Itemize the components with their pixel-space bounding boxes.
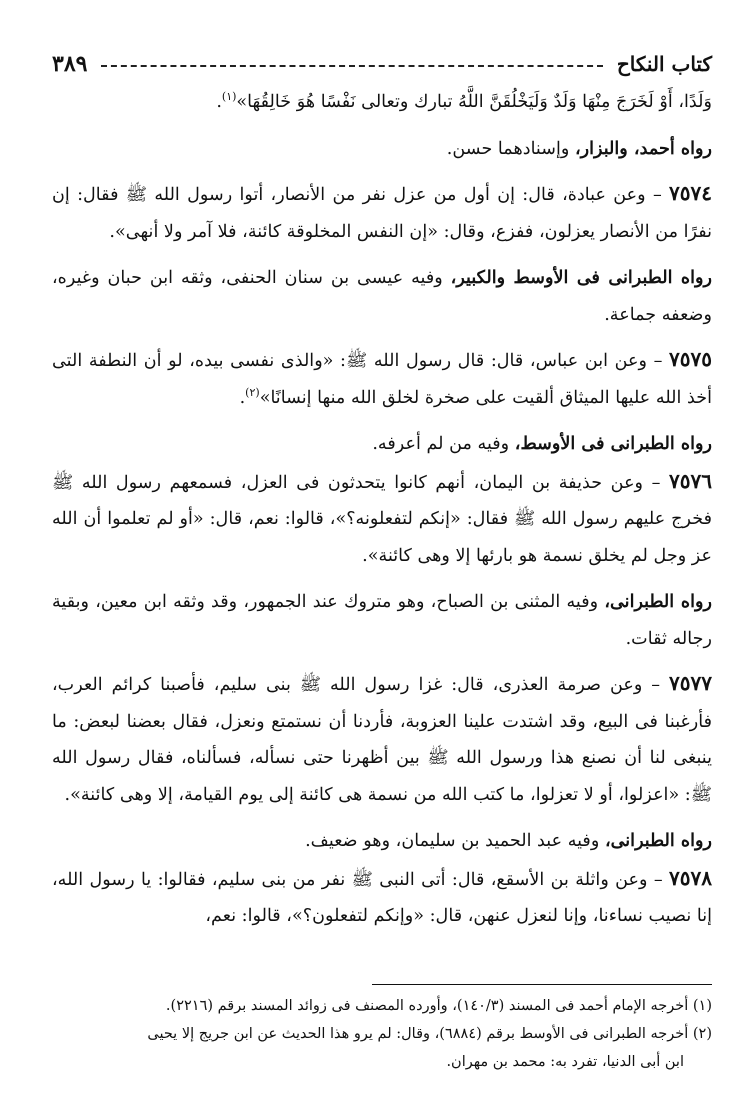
text-paragraph bbox=[52, 463, 712, 575]
footnotes bbox=[52, 992, 712, 1076]
source-attribution: رواه أحمد، والبزار، bbox=[574, 137, 712, 159]
page-header bbox=[52, 46, 712, 82]
paragraph-text: وفيه عبد الحميد بن سليمان، وهو ضعيف. bbox=[305, 831, 605, 851]
paragraph-text: وفيه من لم أعرفه. bbox=[372, 434, 515, 454]
footnote-separator bbox=[372, 984, 712, 985]
text-paragraph bbox=[52, 341, 712, 416]
paragraph-text: – وعن واثلة بن الأسقع، قال: أتى النبى ﷺ نفر من بنى سليم، فقالوا: يا رسول الله، إنا نصيب نساءنا، وإنا لنعزل عنهن، قال: «وإنكم لتفعلون؟»، قالوا: نعم، bbox=[52, 869, 712, 926]
header-dashed-rule bbox=[101, 65, 602, 67]
hadith-number: ٧٥٧٤ bbox=[669, 181, 712, 205]
paragraph-text: وفيه المثنى بن الصباح، وهو متروك عند الجمهور، وقد وثقه ابن معين، وبقية رجاله ثقات. bbox=[52, 592, 712, 649]
paragraph-tail: . bbox=[216, 92, 222, 112]
source-attribution: رواه الطبرانى فى الأوسط والكبير، bbox=[450, 267, 712, 288]
text-paragraph bbox=[52, 582, 712, 657]
paragraph-text: – وعن عبادة، قال: إن أول من عزل نفر من الأنصار، أتوا رسول الله ﷺ فقال: إن نفرًا من الأنصار يعزلون، ففزع، وقال: «إن النفس المخلوقة كائنة، فلا آمر ولا أنهى». bbox=[52, 185, 712, 242]
source-attribution: رواه الطبرانى فى الأوسط، bbox=[514, 433, 712, 454]
hadith-number: ٧٥٧٥ bbox=[669, 347, 712, 371]
paragraph-tail: . bbox=[239, 387, 246, 408]
footnote: (١) أخرجه الإمام أحمد فى المسند (١٤٠/٣)، وأورده المصنف فى زوائد المسند برقم (٢٢١٦). bbox=[165, 998, 712, 1014]
source-attribution: رواه الطبرانى، bbox=[604, 591, 712, 612]
footnote-marker: (٢) bbox=[245, 385, 260, 399]
text-paragraph bbox=[52, 175, 712, 250]
text-paragraph bbox=[52, 82, 712, 121]
paragraph-text: – وعن ابن عباس، قال: قال رسول الله ﷺ: «والذى نفسى بيده، لو أن النطفة التى أخذ الله عليها الميثاق ألقيت على صخرة لخلق الله منها إنسانًا» bbox=[52, 351, 712, 408]
main-text bbox=[52, 82, 712, 935]
paragraph-text: وفيه عيسى بن سنان الحنفى، وثقه ابن حبان وغيره، وضعفه جماعة. bbox=[52, 268, 712, 325]
page-number: ٣٨٩ bbox=[52, 51, 88, 77]
text-paragraph bbox=[52, 129, 712, 168]
paragraph-text: – وعن صرمة العذرى، قال: غزا رسول الله ﷺ بنى سليم، فأصبنا كرائم العرب، فأرغبنا فى البيع، وقد اشتدت علينا العزوبة، فأردنا أن نستمتع ونعزل، فقال بعضنا لبعض: ما ينبغى لنا أن نصنع هذا ورسول الله ﷺ بين أظهرنا حتى نسأله، فسألناه، فقال رسول الله ﷺ: «اعزلوا، أو لا تعزلوا، ما كتب الله من نسمة هى كائنة إلى يوم القيامة، إلا وهى كائنة». bbox=[52, 675, 712, 805]
hadith-number: ٧٥٧٧ bbox=[669, 671, 712, 695]
text-paragraph bbox=[52, 258, 712, 333]
source-attribution: رواه الطبرانى، bbox=[604, 830, 712, 851]
paragraph-text: وَلَدًا، أَوْ لَخَرَجَ مِنْهَا وَلَدٌ وَلَيَخْلُقَنَّ اللَّهُ تبارك وتعالى نَفْسًا هُوَ خَالِقُهَا» bbox=[236, 92, 712, 112]
text-paragraph bbox=[52, 821, 712, 860]
book-page bbox=[52, 46, 712, 1073]
hadith-number: ٧٥٧٦ bbox=[669, 468, 712, 493]
text-paragraph bbox=[52, 860, 712, 935]
footnote: (٢) أخرجه الطبرانى فى الأوسط برقم (٦٨٨٤)، وقال: لم يرو هذا الحديث عن ابن جريج إلا يحيى bbox=[147, 1026, 712, 1042]
text-paragraph bbox=[52, 665, 712, 813]
chapter-title: كتاب النكاح bbox=[616, 52, 712, 76]
paragraph-text: وإسنادهما حسن. bbox=[446, 138, 575, 159]
text-paragraph bbox=[52, 424, 712, 463]
hadith-number: ٧٥٧٨ bbox=[669, 865, 712, 890]
footnote-continuation: ابن أبى الدنيا، تفرد به: محمد بن مهران. bbox=[446, 1054, 684, 1070]
footnote-marker: (١) bbox=[221, 90, 237, 104]
paragraph-text: – وعن حذيفة بن اليمان، أنهم كانوا يتحدثون فى العزل، فسمعهم رسول الله ﷺ فخرج عليهم رسول الله ﷺ فقال: «إنكم لتفعلونه؟»، قالوا: نعم، قال: «أو لم تعلموا أن الله عز وجل لم يخلق نسمة هو بارئها إلا وهى كائنة». bbox=[52, 472, 712, 566]
